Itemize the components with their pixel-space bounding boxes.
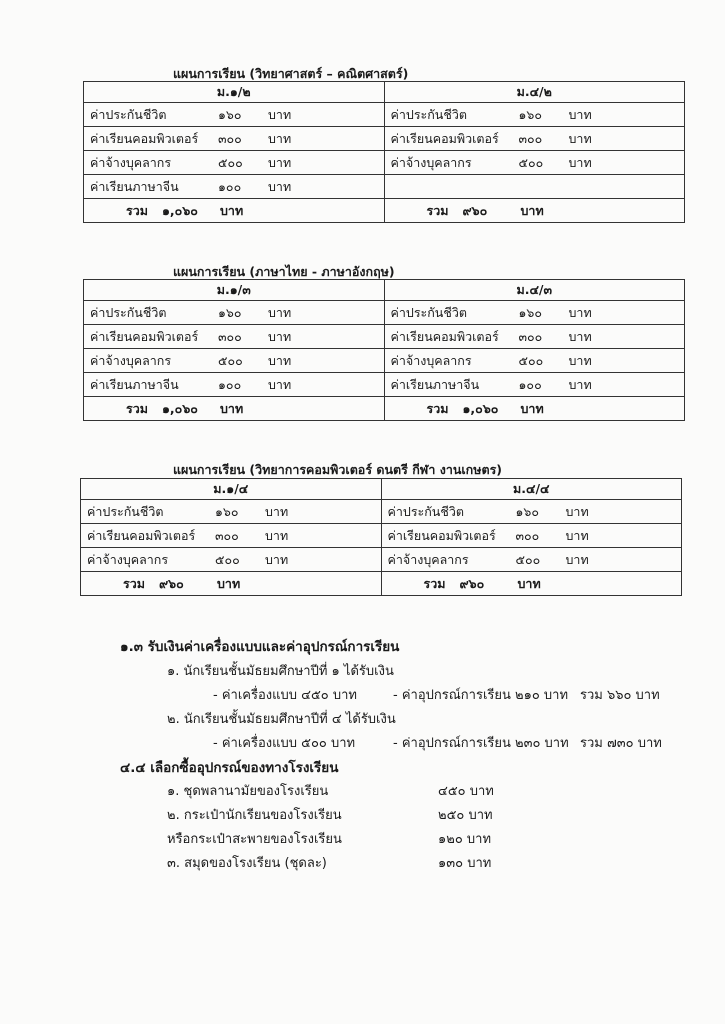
item-name: ค่าจ้างบุคลากร (387, 551, 469, 567)
total-amount: ๑,๐๖๐ (162, 400, 198, 416)
table-row (84, 349, 685, 373)
item-amount: ๑๖๐ (215, 503, 239, 519)
table-row (84, 301, 685, 325)
item-amount: ๓๐๐ (518, 328, 543, 344)
item-name: ค่าประกันชีวิต (90, 106, 167, 122)
item-amount: ๑๖๐ (218, 106, 242, 122)
item-amount: ๓๐๐ (515, 527, 540, 543)
item-name: ค่าเรียนภาษาจีน (90, 376, 179, 392)
group2-total: รวม ๗๓๐ บาท (580, 736, 662, 751)
item-name: ค่าประกันชีวิต (87, 503, 164, 519)
table-header-right: ม.๔/๒ (384, 82, 685, 103)
table-header-right: ม.๔/๔ (381, 479, 682, 500)
item-name: ค่าจ้างบุคลากร (390, 154, 472, 170)
item-unit: บาท (568, 106, 592, 122)
table-row (81, 548, 682, 572)
item-unit: บาท (268, 352, 292, 368)
item-name: ค่าจ้างบุคลากร (87, 551, 169, 567)
item-name: ค่าจ้างบุคลากร (390, 352, 472, 368)
item-unit: บาท (568, 154, 592, 170)
item-unit: บาท (265, 551, 289, 567)
item-amount: ๑๐๐ (518, 376, 542, 392)
table-row (84, 103, 685, 127)
item-amount: ๕๐๐ (218, 352, 243, 368)
item-name: ค่าประกันชีวิต (90, 304, 167, 320)
item-name: ค่าประกันชีวิต (390, 106, 467, 122)
table-header-left: ม.๑/๒ (84, 82, 385, 103)
purchase-item-name: ๒. กระเป๋านักเรียนของโรงเรียน (167, 808, 342, 823)
item-amount: ๓๐๐ (218, 130, 242, 146)
table-row (84, 175, 685, 199)
purchase-item-name: ๑. ชุดพลานามัยของโรงเรียน (167, 784, 329, 799)
item-name: ค่าประกันชีวิต (387, 503, 464, 519)
table-row (84, 373, 685, 397)
total-label: รวม (126, 400, 148, 416)
item-unit: บาท (568, 328, 592, 344)
table-header-left: ม.๑/๓ (84, 280, 385, 301)
table-header-right: ม.๔/๓ (384, 280, 685, 301)
item-name: ค่าเรียนคอมพิวเตอร์ (387, 527, 496, 543)
item-amount: ๑๖๐ (218, 304, 242, 320)
total-label: รวม (426, 202, 449, 218)
total-amount: ๙๖๐ (459, 575, 485, 591)
section-title: แผนการเรียน (ภาษาไทย - ภาษาอังกฤษ) (173, 264, 395, 279)
group2-uniform: - ค่าเครื่องแบบ ๕๐๐ บาท (213, 736, 356, 751)
item-unit: บาท (268, 304, 292, 320)
table-row (84, 151, 685, 175)
item-amount: ๕๐๐ (518, 352, 544, 368)
item-amount: ๓๐๐ (518, 130, 543, 146)
item-unit: บาท (568, 130, 592, 146)
item-unit: บาท (568, 352, 592, 368)
item-amount: ๕๐๐ (215, 551, 240, 567)
total-amount: ๙๖๐ (462, 202, 488, 218)
fee-table (80, 478, 682, 596)
item-amount: ๑๖๐ (518, 304, 542, 320)
item-name: ค่าเรียนภาษาจีน (390, 376, 480, 392)
table-row (84, 325, 685, 349)
item-unit: บาท (268, 178, 292, 194)
item-amount: ๕๐๐ (218, 154, 243, 170)
total-label: รวม (423, 575, 446, 591)
item-unit: บาท (268, 130, 292, 146)
equipment-heading: ๑.๓ รับเงินค่าเครื่องแบบและค่าอุปกรณ์การเรียน (120, 639, 400, 655)
purchase-item-price: ๑๒๐ บาท (438, 832, 492, 847)
purchase-item-name: หรือกระเป๋าสะพายของโรงเรียน (167, 832, 342, 847)
group1-uniform: - ค่าเครื่องแบบ ๔๕๐ บาท (213, 688, 357, 703)
purchase-item-price: ๔๕๐ บาท (438, 784, 494, 799)
item-name: ค่าประกันชีวิต (390, 304, 467, 320)
item-unit: บาท (565, 527, 589, 543)
total-unit: บาท (217, 575, 241, 591)
item-name: ค่าจ้างบุคลากร (90, 154, 172, 170)
total-row (84, 199, 685, 223)
fee-table (83, 81, 685, 223)
item-amount: ๕๐๐ (515, 551, 541, 567)
item-name: ค่าเรียนคอมพิวเตอร์ (90, 130, 199, 146)
section-title: แผนการเรียน (วิทยาศาสตร์ – คณิตศาสตร์) (173, 66, 409, 81)
purchase-item-name: ๓. สมุดของโรงเรียน (ชุดละ) (167, 856, 327, 871)
total-label: รวม (426, 400, 449, 416)
total-unit: บาท (220, 202, 244, 218)
purchase-item-price: ๑๓๐ บาท (438, 856, 492, 871)
item-amount: ๓๐๐ (215, 527, 239, 543)
item-unit: บาท (268, 106, 292, 122)
item-amount: ๓๐๐ (218, 328, 242, 344)
item-unit: บาท (268, 376, 292, 392)
item-amount: ๑๖๐ (515, 503, 539, 519)
total-amount: ๑,๐๖๐ (462, 400, 499, 416)
item-amount: ๑๐๐ (218, 178, 242, 194)
item-unit: บาท (568, 304, 592, 320)
item-name: ค่าเรียนภาษาจีน (90, 178, 179, 194)
item-amount: ๕๐๐ (518, 154, 544, 170)
group2-supplies: - ค่าอุปกรณ์การเรียน ๒๓๐ บาท (393, 736, 569, 751)
group1-label: ๑. นักเรียนชั้นมัธยมศึกษาปีที่ ๑ ได้รับเงิน (167, 664, 394, 679)
item-unit: บาท (565, 503, 589, 519)
fee-table (83, 279, 685, 421)
purchase-heading: ๔.๔ เลือกซื้ออุปกรณ์ของทางโรงเรียน (120, 760, 339, 776)
total-unit: บาท (520, 202, 544, 218)
total-row (84, 397, 685, 421)
item-amount: ๑๐๐ (218, 376, 242, 392)
total-label: รวม (126, 202, 148, 218)
item-name: ค่าจ้างบุคลากร (90, 352, 172, 368)
item-name: ค่าเรียนคอมพิวเตอร์ (87, 527, 196, 543)
total-label: รวม (123, 575, 145, 591)
table-header-left: ม.๑/๔ (81, 479, 382, 500)
total-unit: บาท (520, 400, 544, 416)
item-unit: บาท (265, 503, 289, 519)
total-row (81, 572, 682, 596)
table-row (84, 127, 685, 151)
total-unit: บาท (517, 575, 541, 591)
section-title: แผนการเรียน (วิทยาการคอมพิวเตอร์ ดนตรี กีฬา งานเกษตร) (173, 462, 503, 477)
item-name: ค่าเรียนคอมพิวเตอร์ (90, 328, 199, 344)
item-unit: บาท (565, 551, 589, 567)
item-name: ค่าเรียนคอมพิวเตอร์ (390, 328, 499, 344)
group1-supplies: - ค่าอุปกรณ์การเรียน ๒๑๐ บาท (393, 688, 569, 703)
purchase-item-price: ๒๕๐ บาท (438, 808, 493, 823)
total-unit: บาท (220, 400, 244, 416)
item-name: ค่าเรียนคอมพิวเตอร์ (390, 130, 499, 146)
table-row (81, 500, 682, 524)
table-row (81, 524, 682, 548)
item-unit: บาท (268, 154, 292, 170)
total-amount: ๑,๐๖๐ (162, 202, 198, 218)
item-amount: ๑๖๐ (518, 106, 542, 122)
group1-total: รวม ๖๖๐ บาท (580, 688, 660, 703)
item-unit: บาท (268, 328, 292, 344)
item-unit: บาท (265, 527, 289, 543)
group2-label: ๒. นักเรียนชั้นมัธยมศึกษาปีที่ ๔ ได้รับเงิน (167, 712, 396, 727)
total-amount: ๙๖๐ (159, 575, 184, 591)
item-unit: บาท (568, 376, 592, 392)
